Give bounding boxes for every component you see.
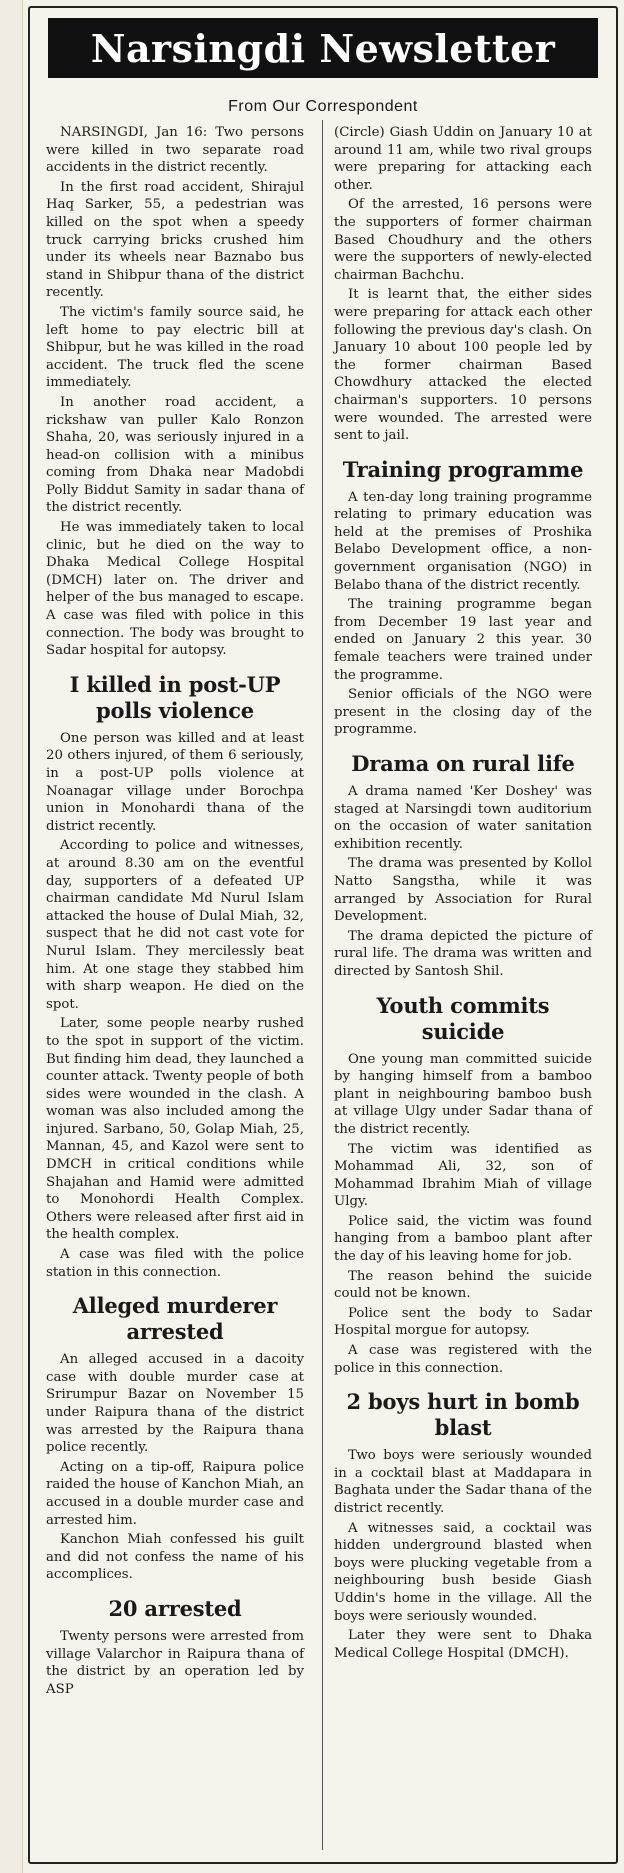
article-paragraph: NARSINGDI, Jan 16: Two persons were killed in two separate road accidents in the district recently. (46, 125, 304, 176)
article-paragraph: He was immediately taken to local clinic, but he died on the way to Dhaka Medical College Hospital (DMCH) later on. The driver and helper of the bus managed to escape. A case was filed with police in this connection. The body was brought to Sadar hospital for autopsy. (46, 520, 304, 659)
article-paragraph: The drama depicted the picture of rural life. The drama was written and directed by Santosh Shil. (334, 928, 592, 979)
article-paragraph: Police said, the victim was found hanging from a bamboo plant after the day of his leaving home for job. (334, 1213, 592, 1265)
article-paragraph: The victim's family source said, he left home to pay electric bill at Shibpur, but he was killed in the road accident. The truck fled the scene immediately. (46, 304, 304, 391)
article-paragraph: A drama named 'Ker Doshey' was staged at Narsingdi town auditorium on the occasion of water sanitation exhibition recently. (334, 784, 592, 852)
article-headline: 20 arrested (108, 1595, 242, 1621)
adjacent-column-edge (0, 0, 23, 1873)
article-paragraph: One person was killed and at least 20 others injured, of them 6 seriously, in a post-UP polls violence at Noanagar village under Borochpa union in Monohardi thana of the district recently. (46, 730, 304, 834)
article-headline: 2 boys hurt in bomb blast (346, 1389, 580, 1441)
article-paragraph: Later, some people nearby rushed to the spot in support of the victim. But finding him dead, they launched a counter attack. Twenty people of both sides were wounded in the clash. A woman was also included among the injured. Sarbano, 50, Golap Miah, 25, Mannan, 45, and Kazol were sent to DMCH in critical conditions while Shajahan and Hamid were admitted to Monohordi Health Complex. Others were released after first aid in the health complex. (46, 1016, 304, 1243)
article-paragraph: A witnesses said, a cocktail was hidden underground blasted when boys were plucking vegetable from a neighbouring bush beside Giash Uddin's home in the village. All the boys were seriously wounded. (334, 1520, 592, 1624)
article-headline: I killed in post-UP polls violence (69, 671, 281, 723)
article-paragraph: (Circle) Giash Uddin on January 10 at around 11 am, while two rival groups were preparing for attacking each other. (334, 125, 592, 193)
article-paragraph: The training programme began from December 19 last year and ended on January 2 this year. 30 female teachers were trained under the programme. (334, 597, 592, 683)
article-headline: Drama on rural life (351, 751, 575, 776)
article-paragraph: A ten-day long training programme relating to primary education was held at the premises of Proshika Belabo Development office, a non-government organisation (NGO) in Belabo thana of the district recently. (334, 489, 592, 593)
article-paragraph: Twenty persons were arrested from village Valarchor in Raipura thana of the district by an operation led by ASP (46, 1628, 304, 1697)
article-paragraph: Two boys were seriously wounded in a cocktail blast at Maddapara in Baghata under the Sadar thana of the district recently. (334, 1448, 592, 1516)
left-column (46, 124, 304, 1700)
article-paragraph: Acting on a tip-off, Raipura police raided the house of Kanchon Miah, an accused in a double murder case and arrested him. (46, 1459, 304, 1528)
article-paragraph: The reason behind the suicide could not be known. (334, 1268, 592, 1302)
article-paragraph: A case was registered with the police in this connection. (334, 1343, 592, 1376)
article-paragraph: Of the arrested, 16 persons were the supporters of former chairman Based Choudhury and the others were the supporters of newly-elected chairman Bachchu. (334, 197, 592, 283)
article-headline: Youth commits suicide (376, 992, 550, 1044)
column-divider (322, 120, 323, 1850)
article-paragraph: Police sent the body to Sadar Hospital morgue for autopsy. (334, 1305, 592, 1339)
byline: From Our Correspondent (228, 98, 418, 115)
article-paragraph: One young man committed suicide by hanging himself from a bamboo plant in neighbouring bamboo bush at village Ulgy under Sadar thana of the district recently. (334, 1051, 592, 1137)
article-paragraph: The drama was presented by Kollol Natto Sangstha, while it was arranged by Association for Rural Development. (334, 856, 592, 925)
article-paragraph: The victim was identified as Mohammad Ali, 32, son of Mohammad Ibrahim Miah of village Ulgy. (334, 1141, 592, 1210)
article-paragraph: Later they were sent to Dhaka Medical College Hospital (DMCH). (334, 1628, 592, 1661)
article-paragraph: In another road accident, a rickshaw van puller Kalo Ronzon Shaha, 20, was seriously injured in a head-on collision with a minibus coming from Dhaka near Madobdi Polly Biddut Samity in sadar thana of the district recently. (46, 394, 304, 516)
article-headline: Training programme (342, 456, 584, 482)
article-paragraph: According to police and witnesses, at around 8.30 am on the eventful day, supporters of a defeated UP chairman candidate Md Nurul Islam attacked the house of Dulal Miah, 32, suspect that he did not cast vote for Nurul Islam. They mercilessly beat him. At one stage they stabbed him with sharp weapon. He died on the spot. (46, 838, 304, 1012)
article-paragraph: A case was filed with the police station in this connection. (46, 1247, 304, 1280)
article-paragraph: It is learnt that, the either sides were preparing for attack each other following the previous day's clash. On January 10 about 100 people led by the former chairman Based Chowdhury attacked the elected chairman's supporters. 10 persons were wounded. The arrested were sent to jail. (334, 287, 592, 444)
article-paragraph: Senior officials of the NGO were present in the closing day of the programme. (334, 687, 592, 738)
article-paragraph: An alleged accused in a dacoity case with double murder case at Srirumpur Bazar on November 15 under Raipura thana of the district was arrested by the Raipura thana police recently. (46, 1352, 304, 1456)
newsletter-clipping (28, 6, 618, 1864)
right-column (334, 124, 592, 1664)
article-paragraph: In the first road accident, Shirajul Haq Sarker, 55, a pedestrian was killed on the spot when a speedy truck carrying bricks crushed him under its wheels near Baznabo bus stand in Shibpur thana of the district recently. (46, 179, 304, 301)
article-headline: Alleged murderer arrested (72, 1293, 278, 1345)
masthead-title: Narsingdi Newsletter (48, 18, 598, 78)
article-paragraph: Kanchon Miah confessed his guilt and did not confess the name of his accomplices. (46, 1532, 304, 1583)
